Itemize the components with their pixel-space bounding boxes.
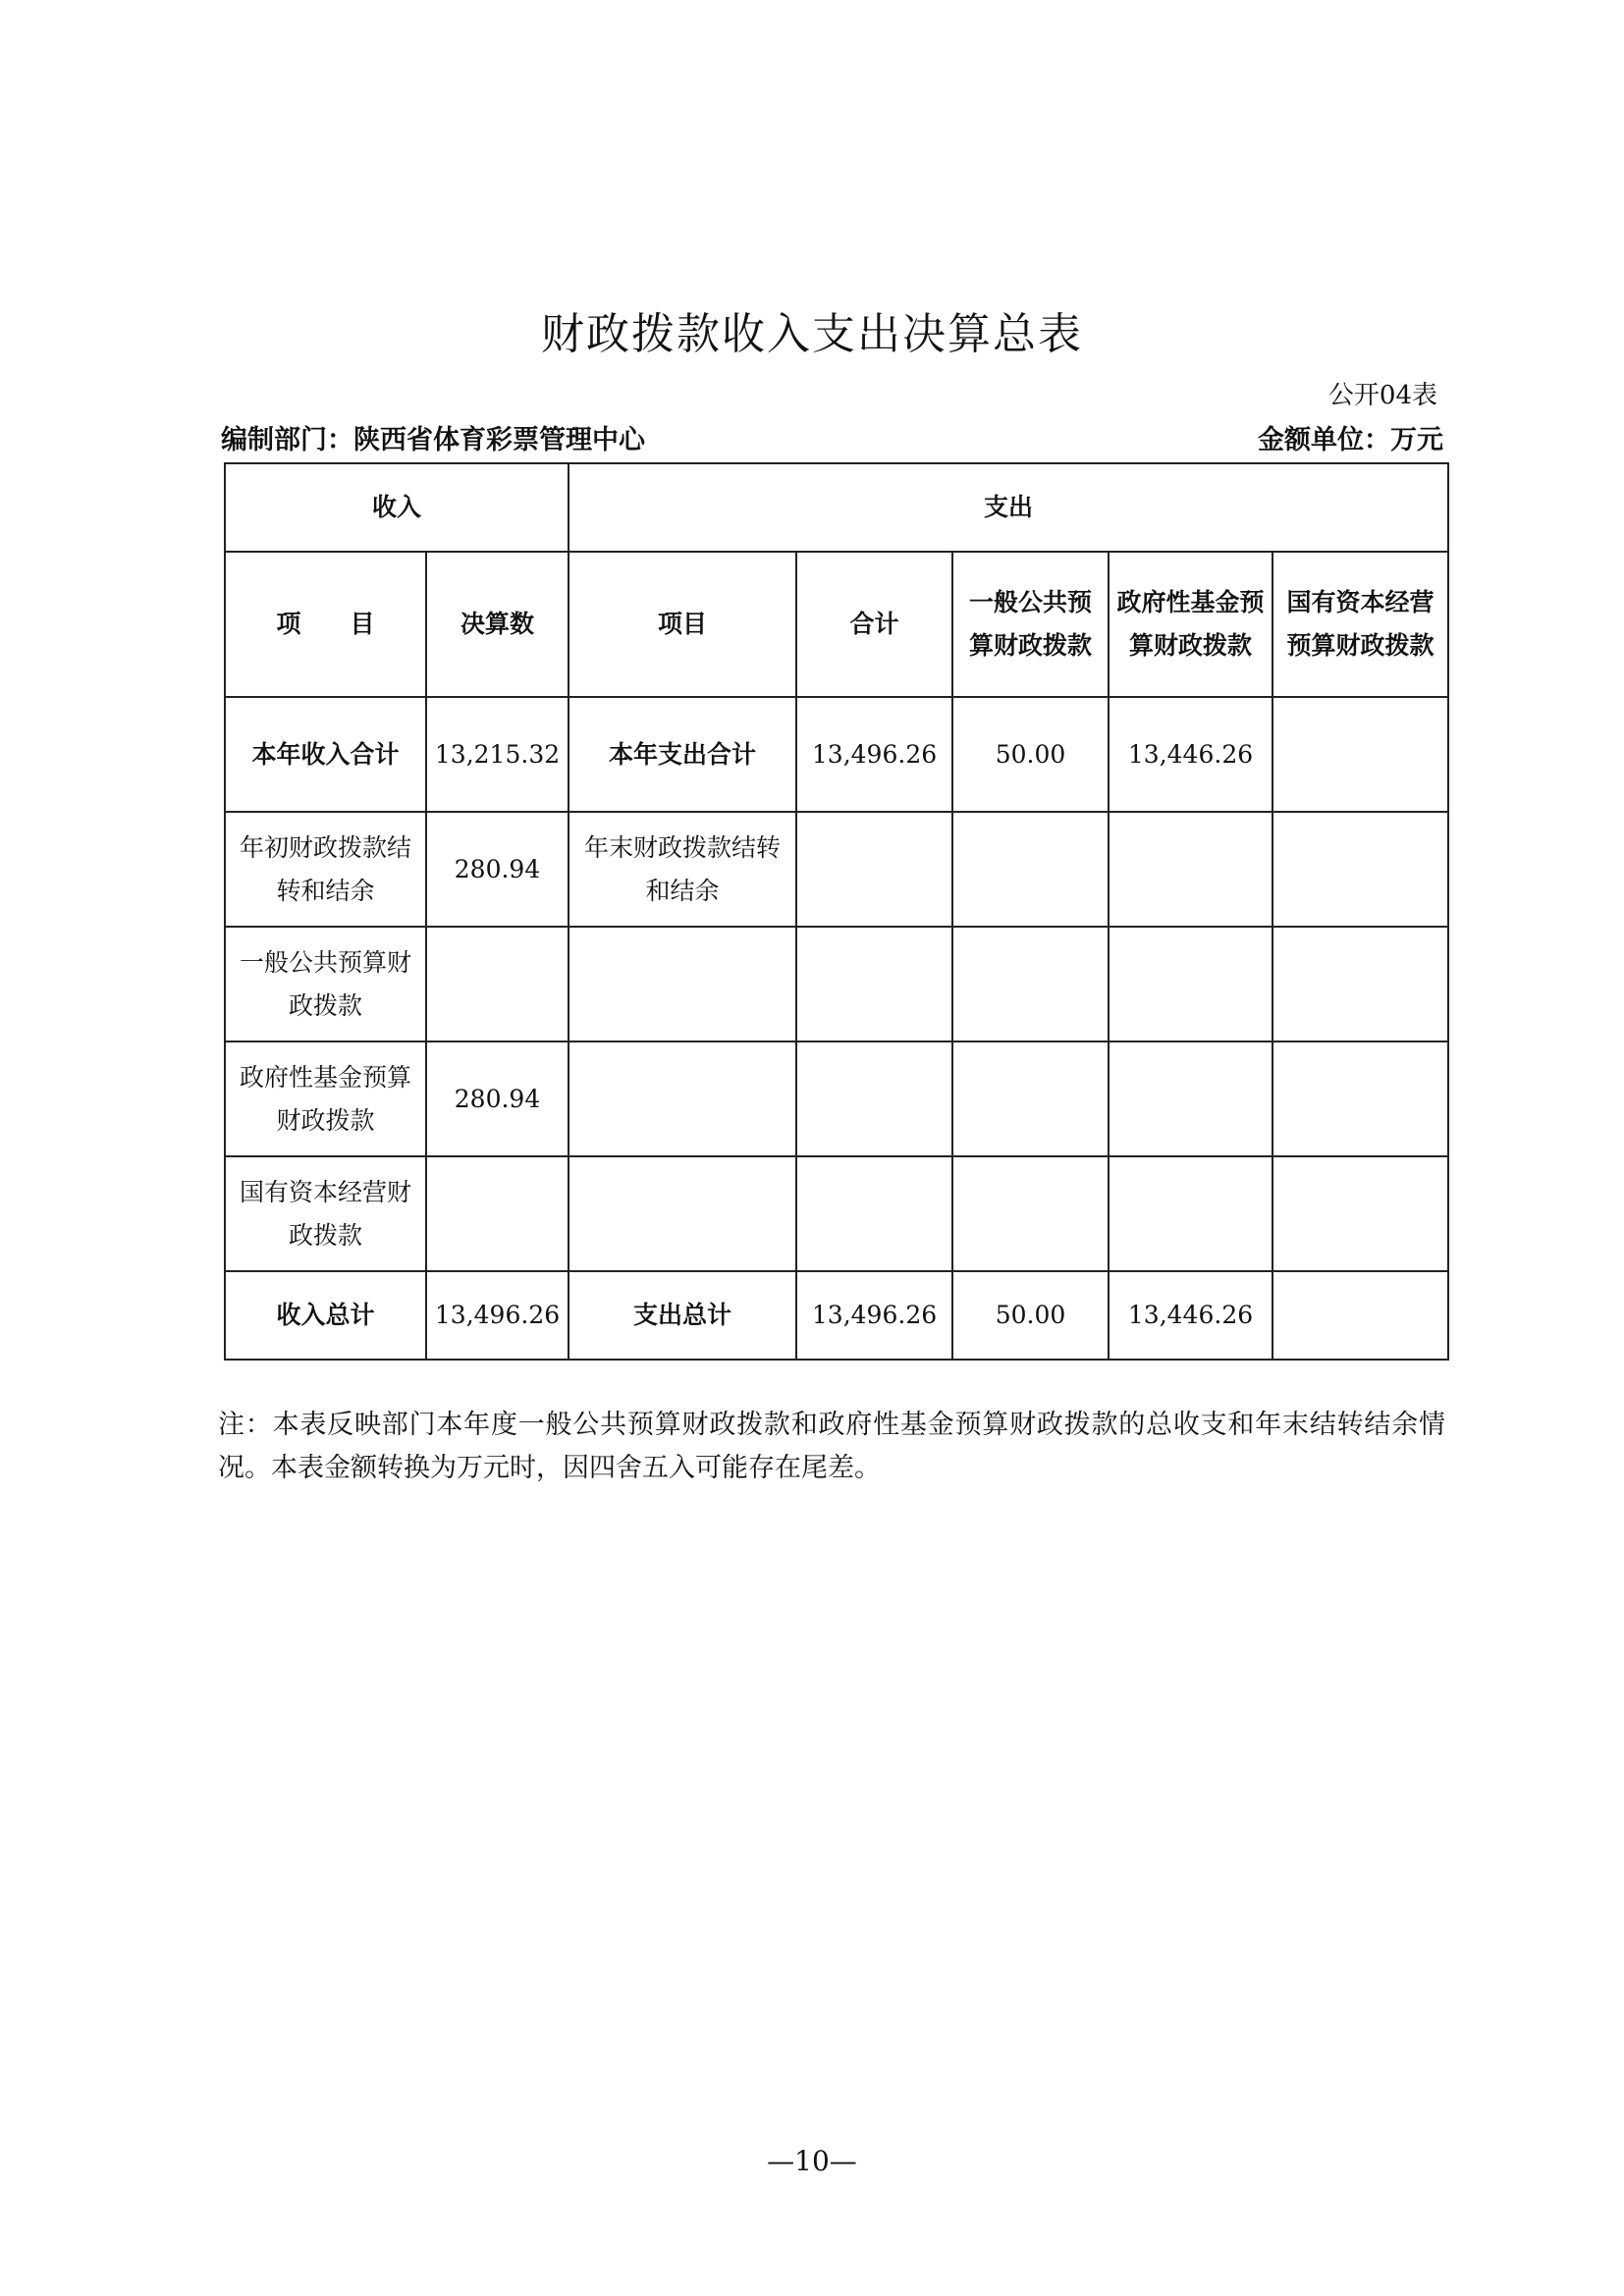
expense-total-cell: 13,496.26 xyxy=(796,1271,952,1360)
page-title: 财政拨款收入支出决算总表 xyxy=(541,309,1083,359)
expense-total-cell xyxy=(796,927,952,1041)
header-state-capital: 国有资本经营预算财政拨款 xyxy=(1272,552,1448,697)
income-item-cell: 国有资本经营财政拨款 xyxy=(225,1156,426,1271)
table-note: 注：本表反映部门本年度一般公共预算财政拨款和政府性基金预算财政拨款的总收支和年末结转结余情况。本表金额转换为万元时，因四舍五入可能存在尾差。 xyxy=(218,1410,1445,1483)
table-row xyxy=(225,812,1448,927)
header-gov-fund: 政府性基金预算财政拨款 xyxy=(1109,552,1272,697)
table-row xyxy=(225,1156,1448,1271)
expense-total-cell xyxy=(796,1041,952,1156)
table-row xyxy=(225,1041,1448,1156)
general-budget-cell xyxy=(952,1041,1109,1156)
income-item-cell: 政府性基金预算财政拨款 xyxy=(225,1041,426,1156)
expense-item-cell: 支出总计 xyxy=(568,1271,796,1360)
income-amount-cell: 280.94 xyxy=(426,1041,568,1156)
amount-unit: 金额单位：万元 xyxy=(1258,425,1443,455)
income-item-cell: 一般公共预算财政拨款 xyxy=(225,927,426,1041)
table-number: 公开04表 xyxy=(1327,381,1437,410)
state-capital-cell xyxy=(1272,697,1448,812)
state-capital-cell xyxy=(1272,812,1448,927)
income-item-cell: 本年收入合计 xyxy=(225,697,426,812)
compiling-department: 编制部门：陕西省体育彩票管理中心 xyxy=(221,425,645,455)
state-capital-cell xyxy=(1272,927,1448,1041)
expense-item-cell: 本年支出合计 xyxy=(568,697,796,812)
income-amount-cell: 13,496.26 xyxy=(426,1271,568,1360)
gov-fund-cell xyxy=(1109,927,1272,1041)
header-expense-total: 合计 xyxy=(796,552,952,697)
gov-fund-cell xyxy=(1109,1156,1272,1271)
header-income-amount: 决算数 xyxy=(426,552,568,697)
general-budget-cell xyxy=(952,1156,1109,1271)
income-section-header: 收入 xyxy=(225,463,568,552)
expense-item-cell xyxy=(568,1156,796,1271)
header-general-budget: 一般公共预算财政拨款 xyxy=(952,552,1109,697)
state-capital-cell xyxy=(1272,1271,1448,1360)
income-amount-cell: 280.94 xyxy=(426,812,568,927)
expense-item-cell xyxy=(568,927,796,1041)
table-row xyxy=(225,1271,1448,1360)
income-amount-cell xyxy=(426,1156,568,1271)
expense-total-cell: 13,496.26 xyxy=(796,697,952,812)
column-header-row xyxy=(225,552,1448,697)
income-item-cell: 收入总计 xyxy=(225,1271,426,1360)
general-budget-cell: 50.00 xyxy=(952,697,1109,812)
general-budget-cell xyxy=(952,927,1109,1041)
expense-item-cell xyxy=(568,1041,796,1156)
general-budget-cell xyxy=(952,812,1109,927)
expense-total-cell xyxy=(796,1156,952,1271)
table-row xyxy=(225,697,1448,812)
header-income-item: 项 目 xyxy=(225,552,426,697)
income-amount-cell xyxy=(426,927,568,1041)
appropriation-summary-table xyxy=(224,462,1449,1361)
table-row xyxy=(225,927,1448,1041)
gov-fund-cell: 13,446.26 xyxy=(1109,697,1272,812)
gov-fund-cell xyxy=(1109,1041,1272,1156)
expense-total-cell xyxy=(796,812,952,927)
general-budget-cell: 50.00 xyxy=(952,1271,1109,1360)
header-expense-item: 项目 xyxy=(568,552,796,697)
income-amount-cell: 13,215.32 xyxy=(426,697,568,812)
income-item-cell: 年初财政拨款结转和结余 xyxy=(225,812,426,927)
gov-fund-cell xyxy=(1109,812,1272,927)
section-header-row xyxy=(225,463,1448,552)
state-capital-cell xyxy=(1272,1156,1448,1271)
expense-item-cell: 年末财政拨款结转和结余 xyxy=(568,812,796,927)
expense-section-header: 支出 xyxy=(568,463,1448,552)
state-capital-cell xyxy=(1272,1041,1448,1156)
gov-fund-cell: 13,446.26 xyxy=(1109,1271,1272,1360)
page-number: —10— xyxy=(767,2145,857,2177)
